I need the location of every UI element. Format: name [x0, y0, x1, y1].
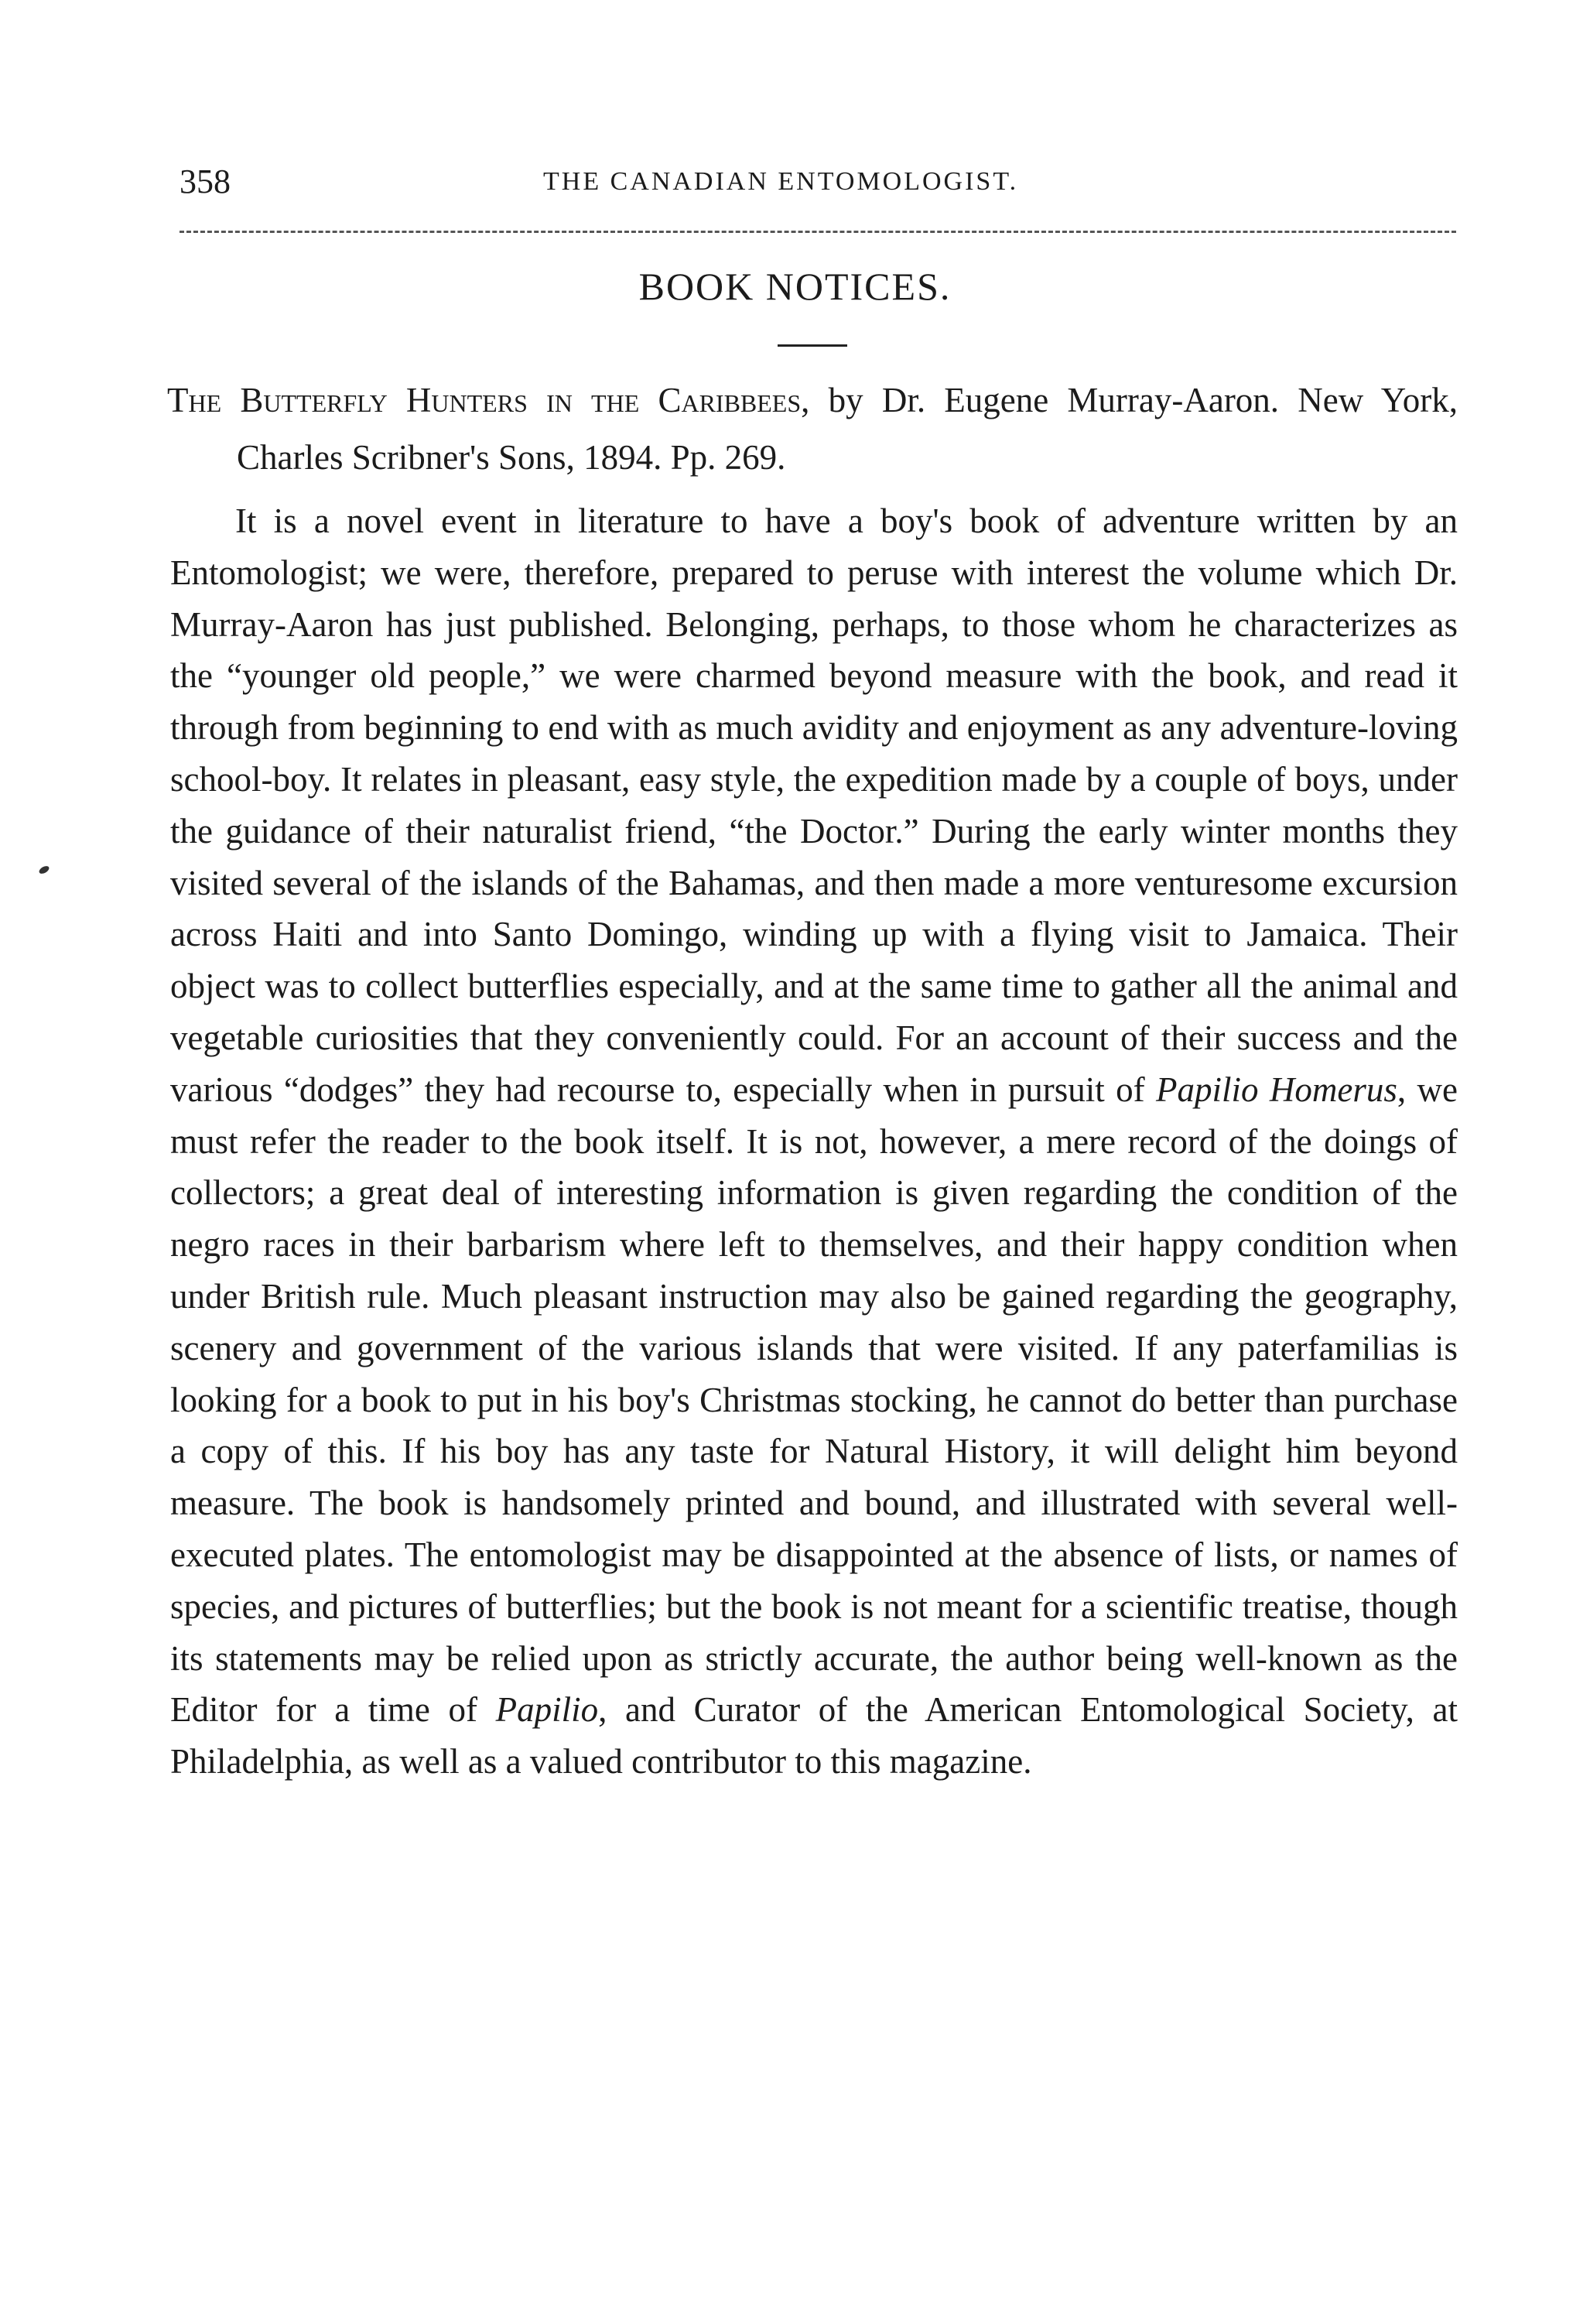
margin-ink-mark	[38, 864, 50, 875]
header-divider	[180, 231, 1456, 233]
review-text-part-3: , and Curator of the American Entomological Society, at Philadelphia, as well as a valued contributor to this magazine.	[170, 1690, 1458, 1782]
section-title: BOOK NOTICES.	[638, 265, 952, 308]
review-body	[170, 495, 1458, 1788]
species-name-papilio-homerus: Papilio Homerus	[1156, 1070, 1397, 1109]
journal-title: THE CANADIAN ENTOMOLOGIST.	[543, 167, 1019, 196]
review-text-part-1: It is a novel event in literature to have a boy's book of adventure written by an Entomologist; we were, therefore, prepared to peruse with interest the volume which Dr. Murray-Aaron has just published. Belonging, perhaps, to those whom he characterizes as the “younger old people,” we were charmed beyond measure with the book, and read it through from beginning to end with as much avidity and enjoyment as any adventure-loving school-boy. It relates in pleasant, easy style, the expedition made by a couple of boys, under the guidance of their naturalist friend, “the Doctor.” During the early winter months they visited several of the islands of the Bahamas, and then made a more venturesome excursion across Haiti and into Santo Domingo, winding up with a flying visit to Jamaica. Their object was to collect butterflies especially, and at the same time to gather all the animal and vegetable curiosities that they conveniently could. For an account of their success and the various “dodges” they had recourse to, especially when in pursuit of	[170, 501, 1458, 1109]
book-title: The Butterfly Hunters in the Caribbees,	[167, 381, 810, 419]
book-citation	[167, 371, 1458, 486]
journal-name-papilio: Papilio	[495, 1690, 599, 1730]
title-divider	[778, 344, 847, 347]
page-number: 358	[180, 163, 231, 200]
review-text-part-2: , we must refer the reader to the book itself. It is not, however, a mere record of the doings of collectors; a great deal of interesting information is given regarding the condition of the negro races in their barbarism where left to themselves, and their happy condition when under British rule. Much pleasant instruction may also be gained regarding the geography, scenery and government of the various islands that were visited. If any paterfamilias is looking for a book to put in his boy's Christmas stocking, he cannot do better than purchase a copy of this. If his boy has any taste for Natural History, it will delight him beyond measure. The book is handsomely printed and bound, and illustrated with several well-executed plates. The entomologist may be disappointed at the absence of lists, or names of species, and pictures of butterflies; but the book is not meant for a scientific treatise, though its statements may be relied upon as strictly accurate, the author being well-known as the Editor for a time of	[170, 1070, 1458, 1730]
running-head	[180, 159, 1456, 205]
citation-details: by Dr. Eugene Murray-Aaron. New York, Charles Scribner's Sons, 1894. Pp. 269.	[237, 381, 1458, 477]
